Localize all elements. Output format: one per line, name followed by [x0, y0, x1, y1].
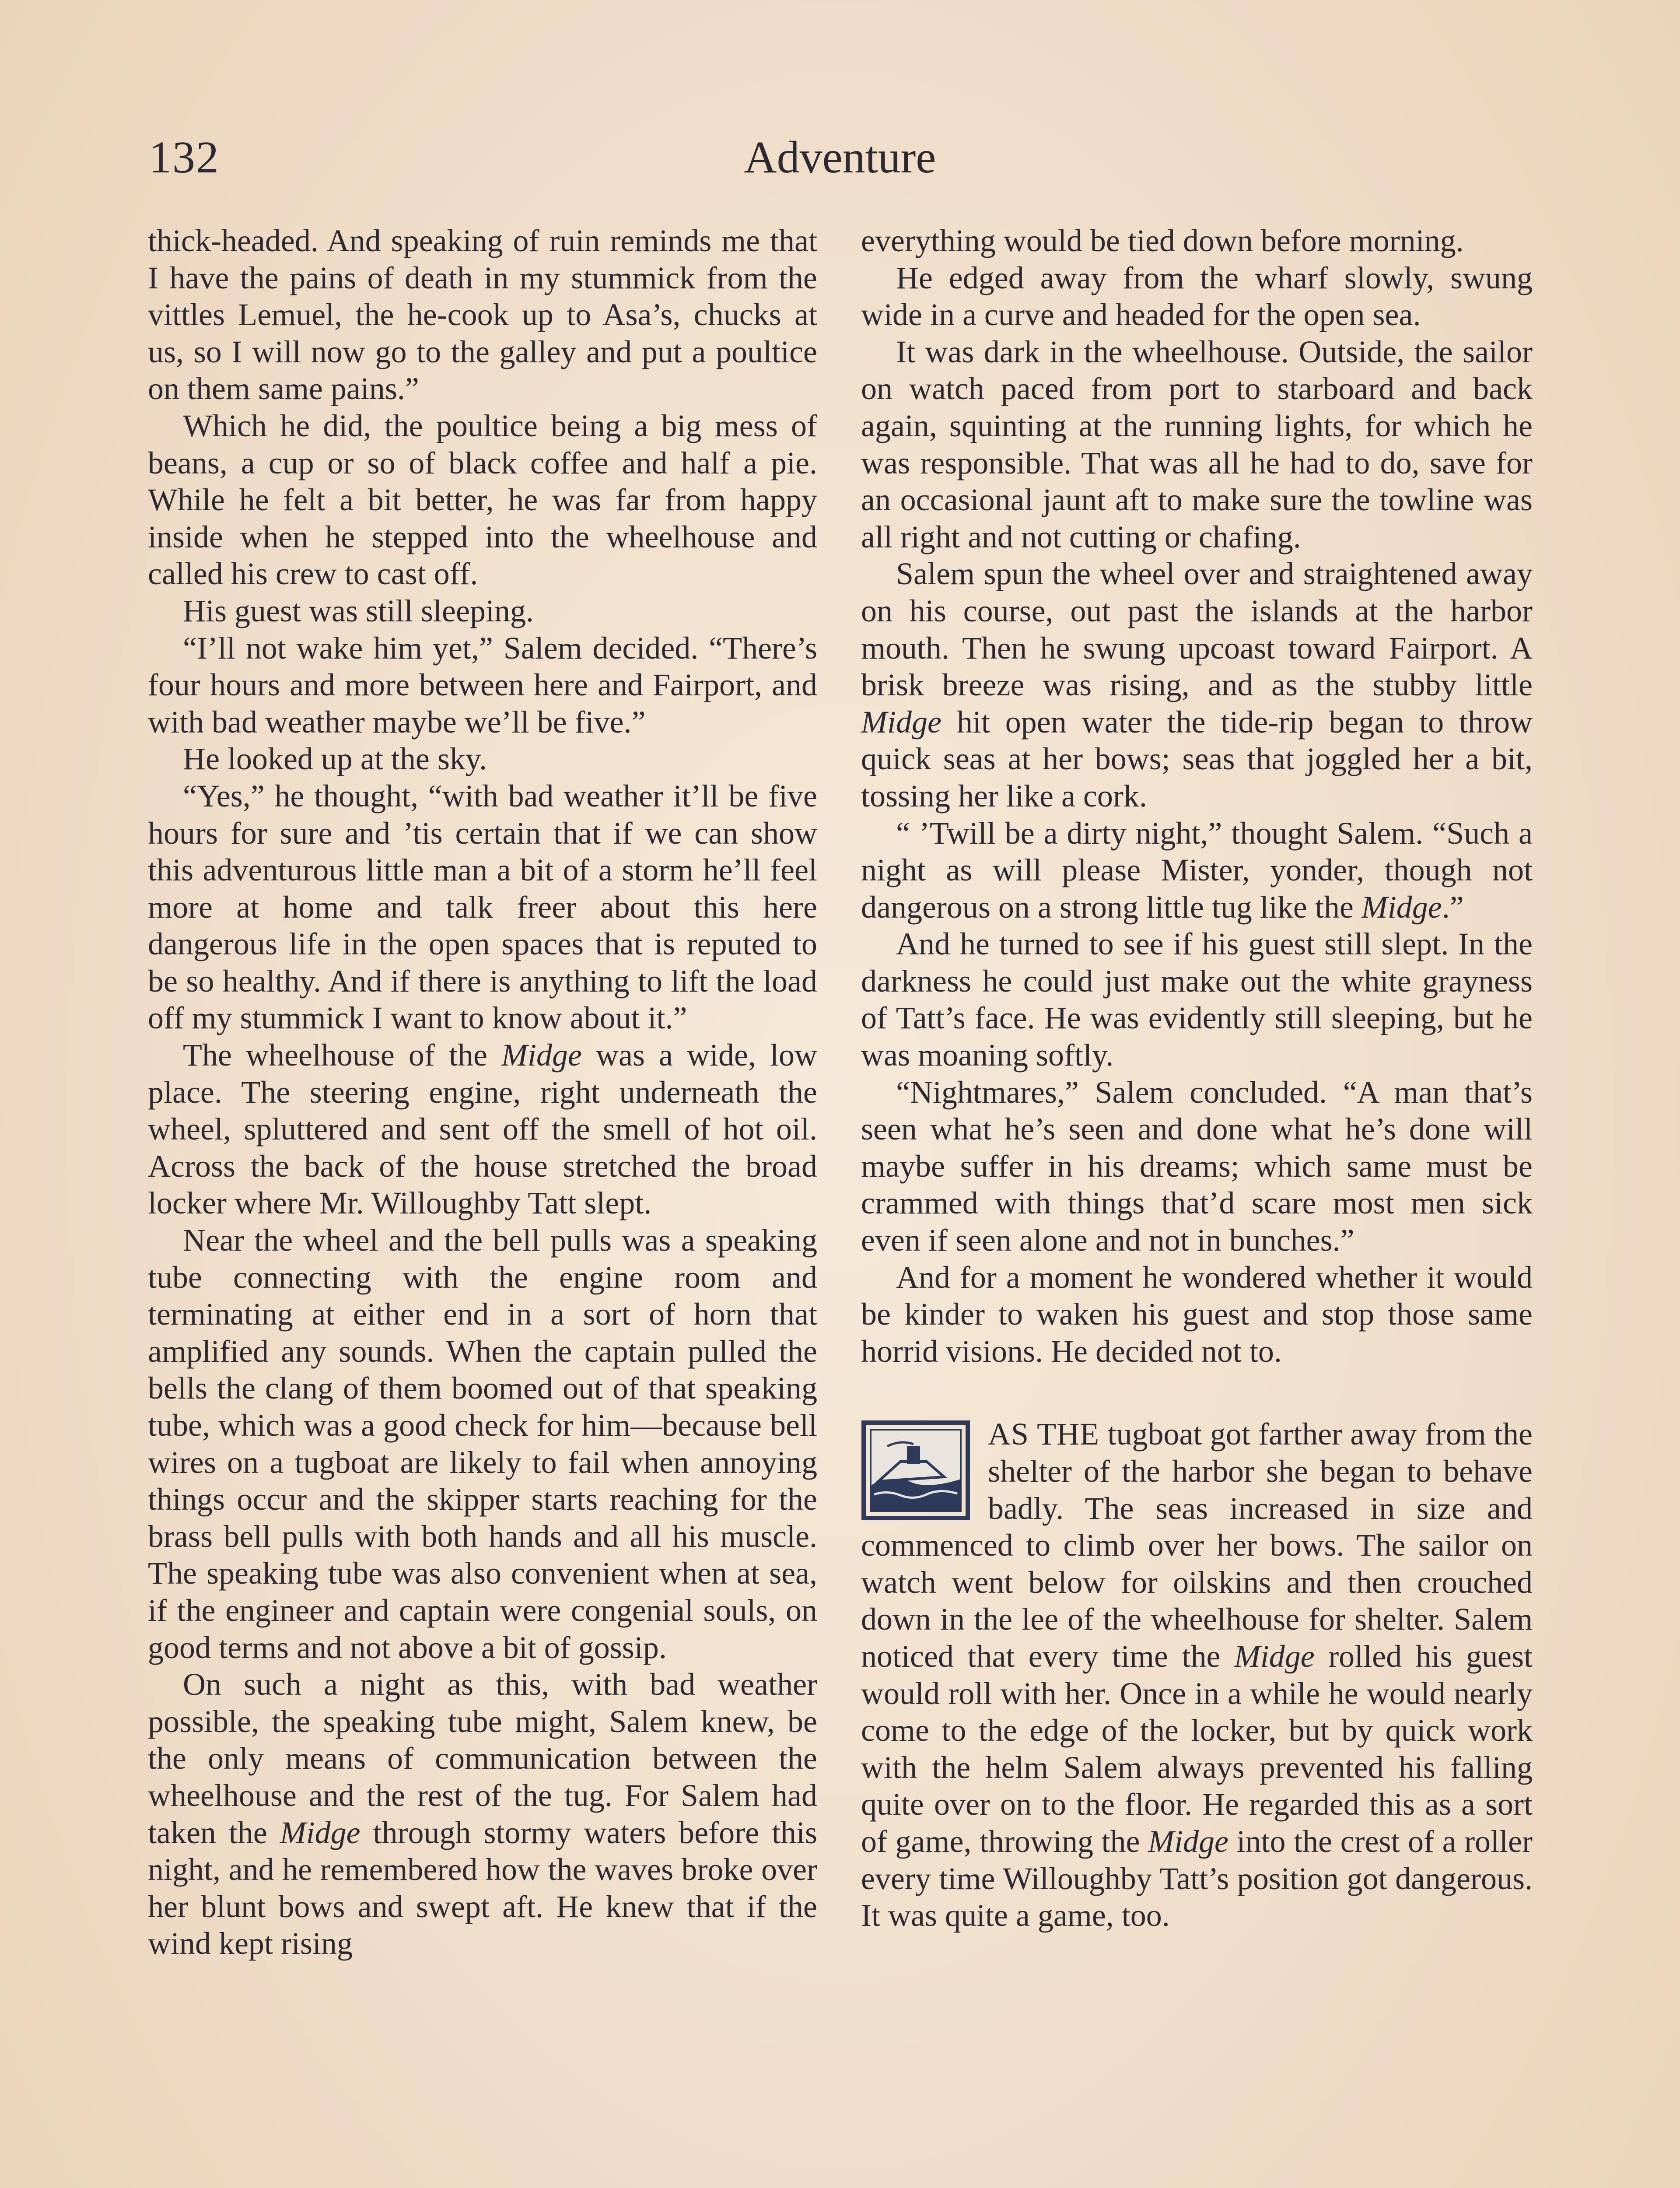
- paragraph: He looked up at the sky.: [183, 741, 487, 777]
- paragraph: He edged away from the wharf slowly, swung wide in a curve and headed for the open sea.: [861, 260, 1533, 333]
- paragraph: everything would be tied down before morning.: [861, 223, 1464, 258]
- left-column: [148, 222, 817, 1962]
- paragraph: Which he did, the poultice being a big mess of beans, a cup or so of black coffee and half a pie. While he felt a bit better, he was far from happy inside when he stepped into the wheelhouse and called his crew to cast off.: [148, 408, 817, 592]
- ship-ornament-icon: [861, 1420, 970, 1521]
- paragraph: It was dark in the wheelhouse. Outside, the sailor on watch paced from port to starboard and back again, squinting at the running lights, for which he was responsible. That was all he had to do, save for an occasional jaunt aft to make sure the towline was all right and not cutting or chafing.: [861, 334, 1533, 554]
- paragraph: Salem spun the wheel over and straightened away on his course, out past the islands at the harbor mouth. Then he swung upcoast toward Fairport. A brisk breeze was rising, and as the stubby little Midge hit open water the tide-rip began to throw quick seas at her bows; seas that joggled her a bit, tossing her like a cork.: [861, 556, 1533, 813]
- paragraph: “Yes,” he thought, “with bad weather it’ll be five hours for sure and ’tis certain that if we can show this adventurous little man a bit of a storm he’ll feel more at home and talk freer about this here dangerous life in the open spaces that is reputed to be so healthy. And if there is anything to lift the load off my stummick I want to know about it.”: [148, 778, 817, 1036]
- section-lead-words: AS THE: [988, 1417, 1100, 1452]
- paragraph: And for a moment he wondered whether it would be kinder to waken his guest and stop those same horrid visions. He decided not to.: [861, 1259, 1533, 1369]
- running-title: Adventure: [744, 132, 936, 182]
- paragraph: “ ’Twill be a dirty night,” thought Salem. “Such a night as will please Mister, yonder, though not dangerous on a strong little tug like the Midge.”: [861, 815, 1533, 925]
- paragraph: “I’ll not wake him yet,” Salem decided. “There’s four hours and more between here and Fairport, and with bad weather maybe we’ll be five.”: [148, 630, 817, 740]
- paragraph: His guest was still sleeping.: [183, 593, 534, 628]
- page-number: 132: [149, 132, 220, 182]
- paragraph: Near the wheel and the bell pulls was a speaking tube connecting with the engine room and terminating at either end in a sort of horn that amplified any sounds. When the captain pulled the bells the clang of them boomed out of that speaking tube, which was a good check for him—because bell wires on a tugboat are likely to fail when annoying things occur and the skipper starts reaching for the brass bell pulls with both hands and all his muscle. The speaking tube was also convenient when at sea, if the engineer and captain were congenial souls, on good terms and not above a bit of gossip.: [148, 1223, 817, 1665]
- paragraph: The wheelhouse of the Midge was a wide, low place. The steering engine, right underneath the wheel, spluttered and sent off the smell of hot oil. Across the back of the house stretched the broad locker where Mr. Willoughby Tatt slept.: [148, 1038, 817, 1221]
- right-column: [861, 222, 1533, 1934]
- paragraph: On such a night as this, with bad weather possible, the speaking tube might, Salem knew, be the only means of communication between the wheelhouse and the rest of the tug. For Salem had taken the Midge through stormy waters before this night, and he remembered how the waves broke over her blunt bows and swept aft. He knew that if the wind kept rising: [148, 1667, 817, 1961]
- paragraph: thick-headed. And speaking of ruin reminds me that I have the pains of death in my stummick from the vittles Lemuel, the he-cook up to Asa’s, chucks at us, so I will now go to the galley and put a poultice on them same pains.”: [148, 223, 817, 407]
- paragraph: “Nightmares,” Salem concluded. “A man that’s seen what he’s seen and done what he’s done will maybe suffer in his dreams; which same must be crammed with things that’d scare most men sick even if seen alone and not in bunches.”: [861, 1074, 1533, 1258]
- page-header: [149, 127, 1531, 193]
- section-body-text: tugboat got farther away from the shelter of the harbor she began to behave badly. The seas increased in size and commenced to climb over her bows. The sailor on watch went below for oilskins and then crouched down in the lee of the wheelhouse for shelter. Salem noticed that every time the Midge rolled his guest would roll with her. Once in a while he would nearly come to the edge of the locker, but by quick work with the helm Salem always prevented his falling quite over on to the floor. He regarded this as a sort of game, throwing the Midge into the crest of a roller every time Willoughby Tatt’s position got dangerous. It was quite a game, too.: [861, 1417, 1533, 1933]
- paragraph: And he turned to see if his guest still slept. In the darkness he could just make out the white grayness of Tatt’s face. He was evidently still sleeping, but he was moaning softly.: [861, 926, 1533, 1073]
- section-start-paragraph: [861, 1416, 1533, 1934]
